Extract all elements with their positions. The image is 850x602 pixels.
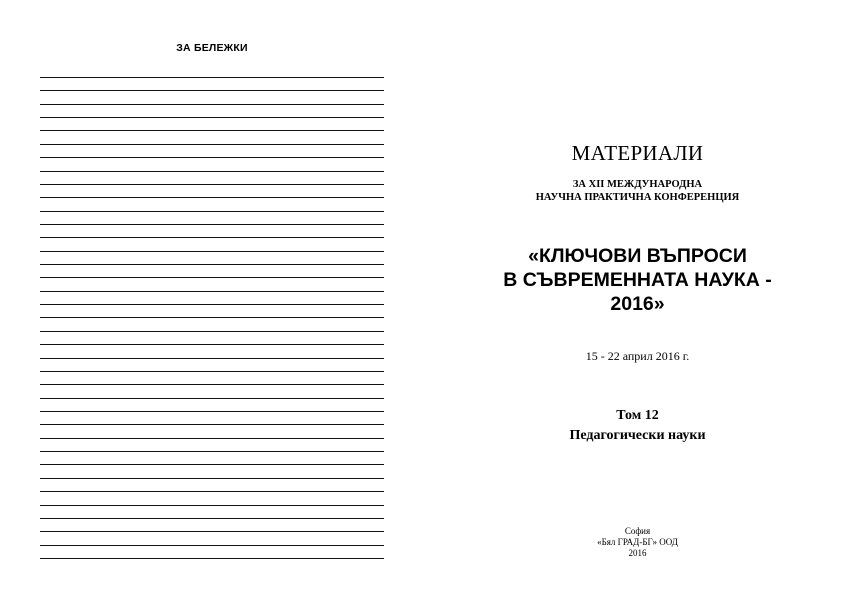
note-line — [40, 211, 384, 212]
note-line — [40, 77, 384, 78]
note-line — [40, 157, 384, 158]
note-line — [40, 545, 384, 546]
note-line — [40, 251, 384, 252]
note-line — [40, 171, 384, 172]
conference-title-line-1: «КЛЮЧОВИ ВЪПРОСИ — [528, 245, 747, 267]
note-line — [40, 451, 384, 452]
note-line — [40, 197, 384, 198]
publisher-year: 2016 — [628, 548, 647, 558]
note-line — [40, 104, 384, 105]
note-line — [40, 411, 384, 412]
note-line — [40, 331, 384, 332]
publisher-name: «Бял ГРАД-БГ» ООД — [597, 537, 678, 547]
conference-dates: 15 - 22 април 2016 г. — [585, 349, 690, 363]
note-line — [40, 304, 384, 305]
note-line — [40, 558, 384, 559]
note-line — [40, 264, 384, 265]
note-line — [40, 184, 384, 185]
note-line — [40, 491, 384, 492]
note-line — [40, 224, 384, 225]
publisher-city: София — [624, 526, 651, 536]
note-line — [40, 384, 384, 385]
note-line — [40, 424, 384, 425]
note-line — [40, 130, 384, 131]
note-line — [40, 518, 384, 519]
note-line — [40, 277, 384, 278]
note-line — [40, 90, 384, 91]
note-line — [40, 371, 384, 372]
note-line — [40, 398, 384, 399]
subheading-line-1: ЗА XII МЕЖДУНАРОДНА — [572, 179, 703, 190]
note-line — [40, 464, 384, 465]
note-line — [40, 478, 384, 479]
note-line — [40, 291, 384, 292]
note-line — [40, 237, 384, 238]
note-line — [40, 344, 384, 345]
subheading-line-2: НАУЧНА ПРАКТИЧНА КОНФЕРЕНЦИЯ — [535, 192, 740, 203]
note-line — [40, 531, 384, 532]
note-line — [40, 358, 384, 359]
note-line — [40, 117, 384, 118]
materials-heading: МАТЕРИАЛИ — [571, 141, 704, 165]
note-line — [40, 438, 384, 439]
volume-number: Том 12 — [616, 408, 659, 423]
note-lines — [40, 77, 384, 571]
conference-title — [425, 244, 850, 316]
note-line — [40, 144, 384, 145]
section-name: Педагогически науки — [569, 428, 706, 443]
volume-info — [425, 406, 850, 446]
notes-title: ЗА БЕЛЕЖКИ — [176, 42, 248, 54]
publisher-info — [425, 526, 850, 559]
conference-title-line-3: 2016» — [610, 293, 665, 315]
title-page — [425, 0, 850, 602]
note-line — [40, 505, 384, 506]
note-line — [40, 317, 384, 318]
conference-title-line-2: В СЪВРЕМЕННАТА НАУКА - — [503, 269, 772, 291]
conference-subheading — [425, 178, 850, 204]
